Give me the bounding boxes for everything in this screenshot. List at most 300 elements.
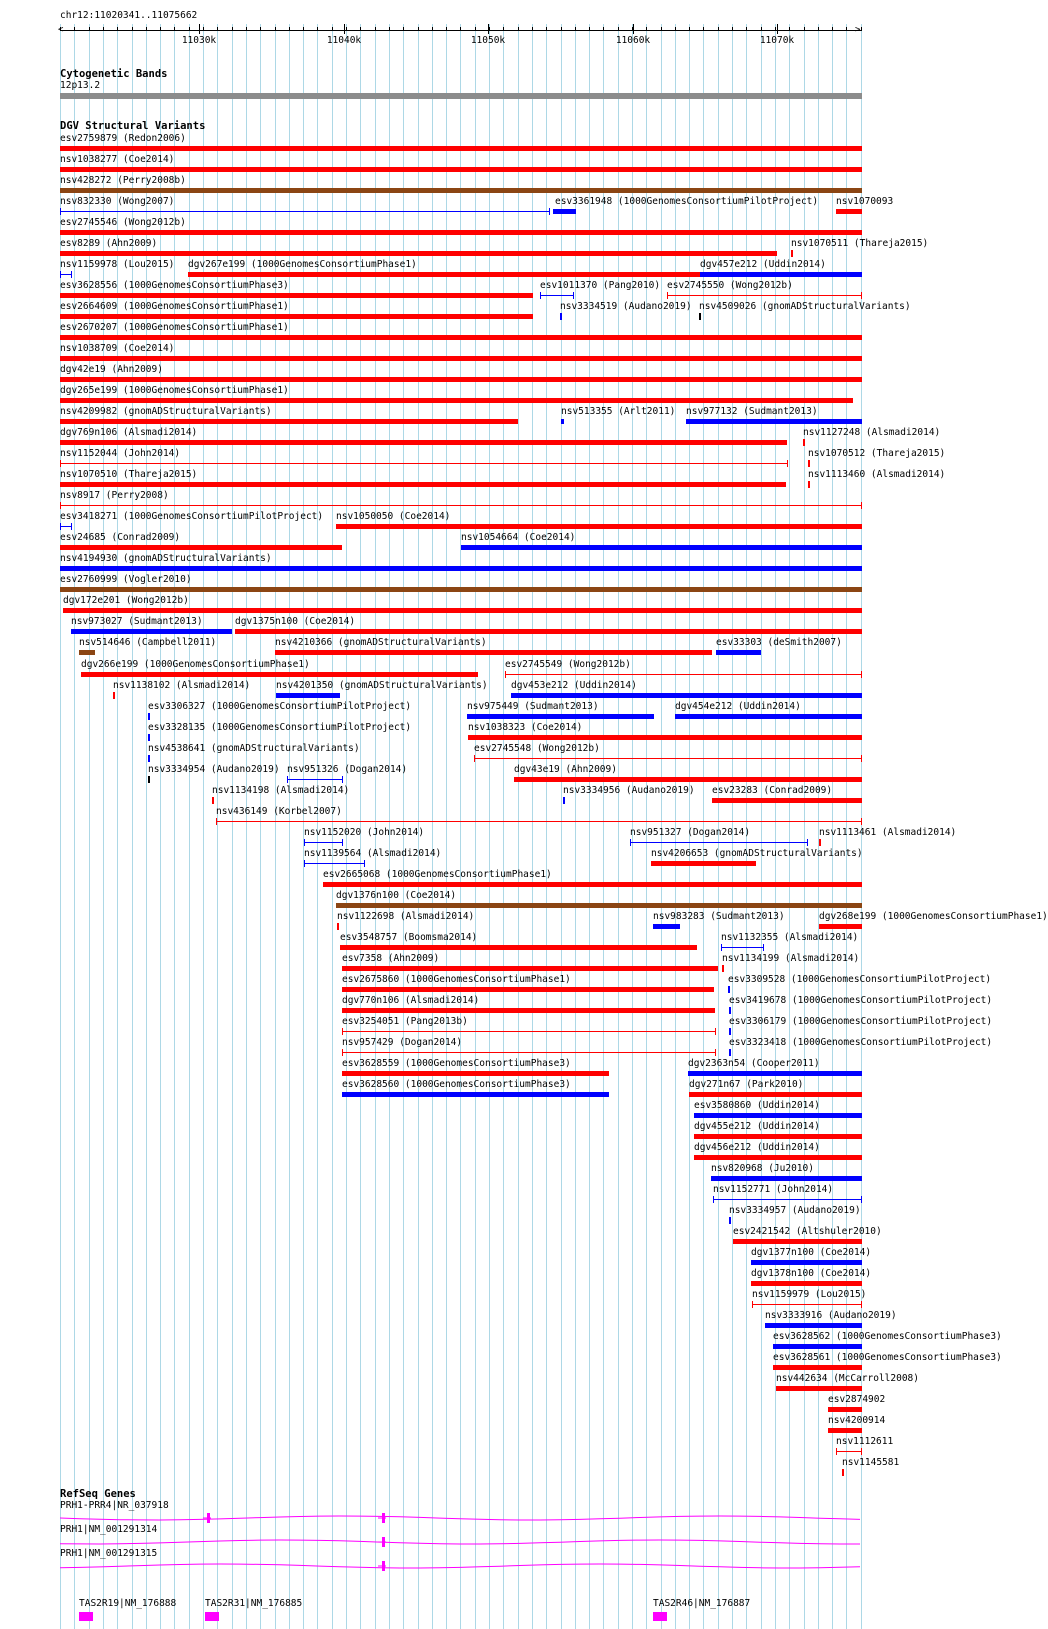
variant-line[interactable] [60, 526, 72, 527]
ruler-minor-tick [761, 27, 762, 31]
ruler-minor-tick [546, 27, 547, 31]
variant-tick[interactable] [148, 755, 150, 762]
ruler-minor-tick [775, 27, 776, 31]
variant-bar[interactable] [323, 882, 862, 887]
variant-label: dgv770n106 (Alsmadi2014) [342, 995, 480, 1006]
variant-label: nsv4206653 (gnomADStructuralVariants) [651, 848, 863, 859]
variant-label: esv2759879 (Redon2006) [60, 133, 186, 144]
variant-tick[interactable] [113, 692, 115, 699]
variant-label: nsv1038709 (Coe2014) [60, 343, 175, 354]
variant-label: dgv172e201 (Wong2012b) [63, 595, 189, 606]
variant-label: nsv1159979 (Lou2015) [752, 1289, 867, 1300]
variant-label: dgv42e19 (Ahn2009) [60, 364, 163, 375]
gene-label: TAS2R31|NM_176885 [205, 1598, 303, 1609]
variant-bar[interactable] [60, 482, 786, 487]
variant-label: esv3323418 (1000GenomesConsortiumPilotProject) [729, 1037, 993, 1048]
ruler-minor-tick [661, 27, 662, 31]
variant-label: nsv832330 (Wong2007) [60, 196, 175, 207]
ruler-minor-tick [317, 27, 318, 31]
variant-bar[interactable] [776, 1386, 862, 1391]
variant-bar[interactable] [553, 209, 576, 214]
ruler-minor-tick [246, 27, 247, 31]
variant-label: dgv1377n100 (Coe2014) [751, 1247, 872, 1258]
ruler-minor-tick [561, 27, 562, 31]
variant-label: esv8289 (Ahn2009) [60, 238, 158, 249]
ruler-minor-tick [146, 27, 147, 31]
ruler-minor-tick [804, 27, 805, 31]
gene-feature[interactable] [205, 1612, 219, 1621]
variant-label: esv3328135 (1000GenomesConsortiumPilotProject) [148, 722, 412, 733]
variant-bar[interactable] [235, 629, 862, 634]
variant-label: esv2760999 (Vogler2010) [60, 574, 192, 585]
variant-label: esv33303 (deSmith2007) [716, 637, 842, 648]
variant-bar[interactable] [751, 1281, 862, 1286]
variant-label: nsv951326 (Dogan2014) [287, 764, 408, 775]
variant-bar[interactable] [60, 356, 862, 361]
variant-label: nsv4210366 (gnomADStructuralVariants) [275, 637, 487, 648]
variant-bar[interactable] [60, 230, 862, 235]
variant-bar[interactable] [60, 251, 777, 256]
transcript-label: PRH1|NM_001291314 [60, 1524, 158, 1535]
variant-label: nsv3334957 (Audano2019) [729, 1205, 861, 1216]
variant-bar[interactable] [461, 545, 862, 550]
variant-tick[interactable] [729, 1028, 731, 1035]
variant-label: nsv513355 (Arlt2011) [561, 406, 676, 417]
cytoband-bar[interactable] [60, 93, 862, 99]
variant-tick[interactable] [148, 713, 150, 720]
ruler-minor-tick [389, 27, 390, 31]
variant-label: nsv4200914 [828, 1415, 886, 1426]
cytoband-track-title: Cytogenetic Bands [60, 68, 168, 80]
variant-tick[interactable] [729, 1007, 731, 1014]
variant-bar[interactable] [342, 987, 714, 992]
variant-bar[interactable] [340, 945, 697, 950]
variant-bar[interactable] [60, 146, 862, 151]
variant-label: nsv4201350 (gnomADStructuralVariants) [276, 680, 488, 691]
ruler-minor-tick [217, 27, 218, 31]
variant-bar[interactable] [712, 798, 862, 803]
variant-bar[interactable] [694, 1134, 862, 1139]
variant-bar[interactable] [63, 608, 862, 613]
ruler-minor-tick [360, 27, 361, 31]
variant-tick[interactable] [212, 797, 214, 804]
variant-bar[interactable] [765, 1323, 862, 1328]
ruler-minor-tick [346, 27, 347, 31]
variant-bar[interactable] [342, 966, 718, 971]
variant-tick[interactable] [803, 439, 805, 446]
transcript-label: PRH1-PRR4|NR_037918 [60, 1500, 169, 1511]
variant-label: dgv455e212 (Uddin2014) [694, 1121, 820, 1132]
variant-label: esv3254051 (Pang2013b) [342, 1016, 468, 1027]
variant-label: esv3628556 (1000GenomesConsortiumPhase3) [60, 280, 289, 291]
ruler-minor-tick [689, 27, 690, 31]
variant-line[interactable] [342, 1052, 716, 1053]
ruler-minor-tick [203, 27, 204, 31]
variant-bar[interactable] [773, 1365, 862, 1370]
variant-label: esv2745549 (Wong2012b) [505, 659, 631, 670]
variant-bar[interactable] [188, 272, 700, 277]
variant-label: esv2670207 (1000GenomesConsortiumPhase1) [60, 322, 289, 333]
variant-line[interactable] [721, 947, 764, 948]
transcript-model[interactable] [60, 1512, 862, 1524]
variant-label: esv2665068 (1000GenomesConsortiumPhase1) [323, 869, 552, 880]
ruler-minor-tick [189, 27, 190, 31]
variant-label: esv3628559 (1000GenomesConsortiumPhase3) [342, 1058, 571, 1069]
variant-bar[interactable] [675, 714, 862, 719]
variant-tick[interactable] [791, 250, 793, 257]
variant-label: esv1011370 (Pang2010) [540, 280, 661, 291]
variant-tick[interactable] [148, 734, 150, 741]
ruler-minor-tick [861, 27, 862, 31]
ruler-minor-tick [432, 27, 433, 31]
variant-tick[interactable] [699, 313, 701, 320]
transcript-intron-line [60, 1540, 860, 1544]
variant-label: nsv1070512 (Thareja2015) [808, 448, 946, 459]
variant-bar[interactable] [694, 1113, 862, 1118]
variant-line[interactable] [60, 274, 72, 275]
ruler-left-arrow: < [58, 25, 64, 35]
variant-bar[interactable] [651, 861, 756, 866]
variant-label: nsv1139564 (Alsmadi2014) [304, 848, 442, 859]
variant-label: dgv43e19 (Ahn2009) [514, 764, 617, 775]
variant-label: esv7358 (Ahn2009) [342, 953, 440, 964]
transcript-model[interactable] [60, 1560, 862, 1572]
ruler-major-tick [488, 24, 489, 34]
variant-bar[interactable] [694, 1155, 862, 1160]
variant-line[interactable] [667, 295, 862, 296]
variant-bar[interactable] [751, 1260, 862, 1265]
ruler-tick-label: 11030k [181, 35, 217, 46]
variant-bar[interactable] [700, 272, 862, 277]
variant-line[interactable] [630, 842, 808, 843]
refseq-track-title: RefSeq Genes [60, 1488, 136, 1500]
transcript-label: PRH1|NM_001291315 [60, 1548, 158, 1559]
variant-label: nsv1070510 (Thareja2015) [60, 469, 198, 480]
ruler-minor-tick [818, 27, 819, 31]
variant-label: nsv1038277 (Coe2014) [60, 154, 175, 165]
variant-label: dgv271n67 (Park2010) [689, 1079, 804, 1090]
variant-line[interactable] [216, 821, 862, 822]
variant-label: esv2745548 (Wong2012b) [474, 743, 600, 754]
gene-feature[interactable] [79, 1612, 93, 1621]
variant-label: nsv3334519 (Audano2019) [560, 301, 692, 312]
variant-label: esv3628561 (1000GenomesConsortiumPhase3) [773, 1352, 1002, 1363]
variant-bar[interactable] [60, 566, 862, 571]
variant-label: dgv2363n54 (Cooper2011) [688, 1058, 820, 1069]
variant-label: nsv1050050 (Coe2014) [336, 511, 451, 522]
ruler-minor-tick [489, 27, 490, 31]
variant-bar[interactable] [60, 587, 862, 592]
transcript-intron-line [60, 1564, 860, 1568]
variant-label: dgv1375n100 (Coe2014) [235, 616, 356, 627]
variant-label: nsv4194930 (gnomADStructuralVariants) [60, 553, 272, 564]
ruler-minor-tick [789, 27, 790, 31]
ruler-minor-tick [332, 27, 333, 31]
variant-bar[interactable] [81, 672, 478, 677]
variant-label: nsv4538641 (gnomADStructuralVariants) [148, 743, 360, 754]
variant-line[interactable] [60, 211, 550, 212]
variant-label: nsv4209982 (gnomADStructuralVariants) [60, 406, 272, 417]
variant-label: nsv3334956 (Audano2019) [563, 785, 695, 796]
variant-tick[interactable] [337, 923, 339, 930]
variant-label: dgv266e199 (1000GenomesConsortiumPhase1) [81, 659, 310, 670]
variant-line[interactable] [836, 1451, 862, 1452]
variant-label: nsv442634 (McCarroll2008) [776, 1373, 919, 1384]
variant-tick[interactable] [729, 1217, 731, 1224]
ruler-minor-tick [646, 27, 647, 31]
ruler-minor-tick [174, 27, 175, 31]
variant-label: esv3309528 (1000GenomesConsortiumPilotProject) [728, 974, 992, 985]
variant-label: esv3306179 (1000GenomesConsortiumPilotProject) [729, 1016, 993, 1027]
gene-feature[interactable] [653, 1612, 667, 1621]
variant-bar[interactable] [686, 419, 862, 424]
variant-bar[interactable] [689, 1092, 862, 1097]
variant-label: nsv1113460 (Alsmadi2014) [808, 469, 946, 480]
ruler-major-tick [199, 24, 200, 34]
variant-label: esv3306327 (1000GenomesConsortiumPilotProject) [148, 701, 412, 712]
variant-line[interactable] [304, 842, 343, 843]
variant-tick[interactable] [808, 481, 810, 488]
variant-label: nsv1054664 (Coe2014) [461, 532, 576, 543]
variant-label: dgv456e212 (Uddin2014) [694, 1142, 820, 1153]
variant-tick[interactable] [722, 965, 724, 972]
variant-label: esv2675860 (1000GenomesConsortiumPhase1) [342, 974, 571, 985]
variant-label: nsv436149 (Korbel2007) [216, 806, 342, 817]
variant-bar[interactable] [60, 440, 787, 445]
variant-tick[interactable] [148, 776, 150, 783]
ruler-minor-tick [618, 27, 619, 31]
variant-label: nsv951327 (Dogan2014) [630, 827, 751, 838]
variant-label: esv24685 (Conrad2009) [60, 532, 181, 543]
ruler-right-arrow: > [855, 25, 861, 35]
variant-label: nsv514646 (Campbell2011) [79, 637, 217, 648]
variant-label: esv3418271 (1000GenomesConsortiumPilotProject) [60, 511, 324, 522]
ruler-minor-tick [575, 27, 576, 31]
variant-label: nsv1159978 (Lou2015) [60, 259, 175, 270]
region-label [60, 5, 197, 23]
variant-label: nsv428272 (Perry2008b) [60, 175, 186, 186]
ruler-minor-tick [117, 27, 118, 31]
ruler-minor-tick [746, 27, 747, 31]
cytoband-label: 12p13.2 [60, 80, 101, 91]
variant-label: nsv1145581 [842, 1457, 900, 1468]
variant-line[interactable] [342, 1031, 716, 1032]
variant-line[interactable] [505, 674, 862, 675]
dgv-track-title: DGV Structural Variants [60, 120, 206, 132]
ruler-minor-tick [418, 27, 419, 31]
variant-label: nsv1134198 (Alsmadi2014) [212, 785, 350, 796]
variant-label: nsv1138102 (Alsmadi2014) [113, 680, 251, 691]
variant-label: nsv1122698 (Alsmadi2014) [337, 911, 475, 922]
variant-label: dgv453e212 (Uddin2014) [511, 680, 637, 691]
variant-bar[interactable] [342, 1008, 715, 1013]
variant-label: esv3361948 (1000GenomesConsortiumPilotProject) [555, 196, 819, 207]
ruler-minor-tick [303, 27, 304, 31]
variant-bar[interactable] [336, 524, 862, 529]
variant-label: nsv1112611 [836, 1436, 894, 1447]
variant-tick[interactable] [563, 797, 565, 804]
variant-label: nsv1132355 (Alsmadi2014) [721, 932, 859, 943]
variant-label: nsv1152044 (John2014) [60, 448, 181, 459]
ruler-major-tick [777, 24, 778, 34]
variant-bar[interactable] [836, 209, 862, 214]
variant-label: nsv820968 (Ju2010) [711, 1163, 814, 1174]
variant-bar[interactable] [773, 1344, 862, 1349]
variant-bar[interactable] [336, 903, 862, 908]
ruler-minor-tick [675, 27, 676, 31]
variant-bar[interactable] [60, 377, 862, 382]
variant-label: nsv977132 (Sudmant2013) [686, 406, 818, 417]
variant-bar[interactable] [79, 650, 95, 655]
variant-label: nsv1127248 (Alsmadi2014) [803, 427, 941, 438]
variant-bar[interactable] [828, 1407, 862, 1412]
variant-tick[interactable] [560, 313, 562, 320]
variant-bar[interactable] [276, 693, 340, 698]
ruler-tick-label: 11070k [759, 35, 795, 46]
variant-label: dgv267e199 (1000GenomesConsortiumPhase1) [188, 259, 417, 270]
variant-label: nsv983283 (Sudmant2013) [653, 911, 785, 922]
variant-bar[interactable] [468, 735, 862, 740]
variant-label: nsv1038323 (Coe2014) [468, 722, 583, 733]
variant-bar[interactable] [716, 650, 761, 655]
variant-bar[interactable] [514, 777, 862, 782]
variant-bar[interactable] [511, 693, 862, 698]
variant-bar[interactable] [60, 293, 533, 298]
ruler-minor-tick [375, 27, 376, 31]
transcript-intron-line [60, 1516, 860, 1520]
variant-tick[interactable] [729, 1049, 731, 1056]
variant-label: nsv3333916 (Audano2019) [765, 1310, 897, 1321]
variant-label: dgv1378n100 (Coe2014) [751, 1268, 872, 1279]
variant-label: nsv1113461 (Alsmadi2014) [819, 827, 957, 838]
ruler-minor-tick [403, 27, 404, 31]
ruler-minor-tick [160, 27, 161, 31]
gene-label: TAS2R46|NM_176887 [653, 1598, 751, 1609]
ruler-tick-label: 11050k [470, 35, 506, 46]
variant-bar[interactable] [711, 1176, 862, 1181]
variant-label: dgv265e199 (1000GenomesConsortiumPhase1) [60, 385, 289, 396]
variant-label: nsv8917 (Perry2008) [60, 490, 169, 501]
ruler-minor-tick [703, 27, 704, 31]
variant-bar[interactable] [653, 924, 680, 929]
ruler-minor-tick [832, 27, 833, 31]
variant-line[interactable] [287, 779, 343, 780]
variant-label: nsv4509026 (gnomADStructuralVariants) [699, 301, 911, 312]
ruler-axis [60, 30, 862, 31]
variant-tick[interactable] [728, 986, 730, 993]
variant-bar[interactable] [342, 1092, 609, 1097]
variant-label: nsv1152020 (John2014) [304, 827, 425, 838]
variant-label: nsv3334954 (Audano2019) [148, 764, 280, 775]
variant-bar[interactable] [60, 419, 518, 424]
variant-label: esv3548757 (Boomsma2014) [340, 932, 478, 943]
variant-label: esv3580860 (Uddin2014) [694, 1100, 820, 1111]
ruler-minor-tick [260, 27, 261, 31]
variant-label: dgv268e199 (1000GenomesConsortiumPhase1) [819, 911, 1048, 922]
variant-line[interactable] [474, 758, 862, 759]
transcript-model[interactable] [60, 1536, 862, 1548]
ruler-minor-tick [846, 27, 847, 31]
ruler-minor-tick [460, 27, 461, 31]
variant-label: esv3419678 (1000GenomesConsortiumPilotProject) [729, 995, 993, 1006]
variant-bar[interactable] [275, 650, 712, 655]
variant-bar[interactable] [60, 188, 862, 193]
variant-bar[interactable] [60, 398, 853, 403]
ruler-minor-tick [589, 27, 590, 31]
ruler-minor-tick [603, 27, 604, 31]
variant-bar[interactable] [688, 1071, 862, 1076]
variant-label: esv2421542 (Altshuler2010) [733, 1226, 882, 1237]
variant-label: esv2745550 (Wong2012b) [667, 280, 793, 291]
variant-line[interactable] [540, 295, 574, 296]
variant-bar[interactable] [819, 924, 862, 929]
variant-bar[interactable] [467, 714, 654, 719]
variant-label: dgv769n106 (Alsmadi2014) [60, 427, 198, 438]
variant-label: esv2745546 (Wong2012b) [60, 217, 186, 228]
ruler-minor-tick [275, 27, 276, 31]
ruler-minor-tick [475, 27, 476, 31]
variant-label: dgv1376n100 (Coe2014) [336, 890, 457, 901]
ruler-minor-tick [732, 27, 733, 31]
variant-bar[interactable] [60, 167, 862, 172]
variant-label: dgv454e212 (Uddin2014) [675, 701, 801, 712]
variant-line[interactable] [713, 1199, 862, 1200]
variant-label: nsv975449 (Sudmant2013) [467, 701, 599, 712]
variant-line[interactable] [304, 863, 365, 864]
ruler-minor-tick [503, 27, 504, 31]
variant-label: esv3628560 (1000GenomesConsortiumPhase3) [342, 1079, 571, 1090]
variant-label: nsv973027 (Sudmant2013) [71, 616, 203, 627]
variant-bar[interactable] [71, 629, 232, 634]
variant-label: esv2874902 [828, 1394, 886, 1405]
ruler-minor-tick [89, 27, 90, 31]
variant-label: esv2664609 (1000GenomesConsortiumPhase1) [60, 301, 289, 312]
variant-bar[interactable] [342, 1071, 609, 1076]
variant-bar[interactable] [60, 314, 533, 319]
ruler-minor-tick [446, 27, 447, 31]
variant-bar[interactable] [828, 1428, 862, 1433]
ruler-tick-label: 11060k [615, 35, 651, 46]
ruler-minor-tick [74, 27, 75, 31]
variant-tick[interactable] [842, 1469, 844, 1476]
ruler-minor-tick [289, 27, 290, 31]
variant-label: nsv1070093 [836, 196, 894, 207]
variant-label: nsv1070511 (Thareja2015) [791, 238, 929, 249]
variant-bar[interactable] [60, 545, 342, 550]
ruler-minor-tick [518, 27, 519, 31]
variant-bar[interactable] [60, 335, 862, 340]
variant-bar[interactable] [561, 419, 564, 424]
ruler-minor-tick [103, 27, 104, 31]
ruler-tick-label: 11040k [326, 35, 362, 46]
ruler-minor-tick [718, 27, 719, 31]
variant-tick[interactable] [819, 839, 821, 846]
variant-label: nsv1134199 (Alsmadi2014) [722, 953, 860, 964]
variant-tick[interactable] [808, 460, 810, 467]
variant-bar[interactable] [733, 1239, 862, 1244]
variant-label: nsv957429 (Dogan2014) [342, 1037, 463, 1048]
ruler-major-tick [633, 24, 634, 34]
variant-label: nsv1152771 (John2014) [713, 1184, 834, 1195]
ruler-major-tick [344, 24, 345, 34]
variant-line[interactable] [752, 1304, 862, 1305]
variant-label: esv23283 (Conrad2009) [712, 785, 833, 796]
variant-label: esv3628562 (1000GenomesConsortiumPhase3) [773, 1331, 1002, 1342]
variant-line[interactable] [60, 505, 862, 506]
variant-line[interactable] [60, 463, 788, 464]
ruler-minor-tick [232, 27, 233, 31]
variant-label: dgv457e212 (Uddin2014) [700, 259, 826, 270]
